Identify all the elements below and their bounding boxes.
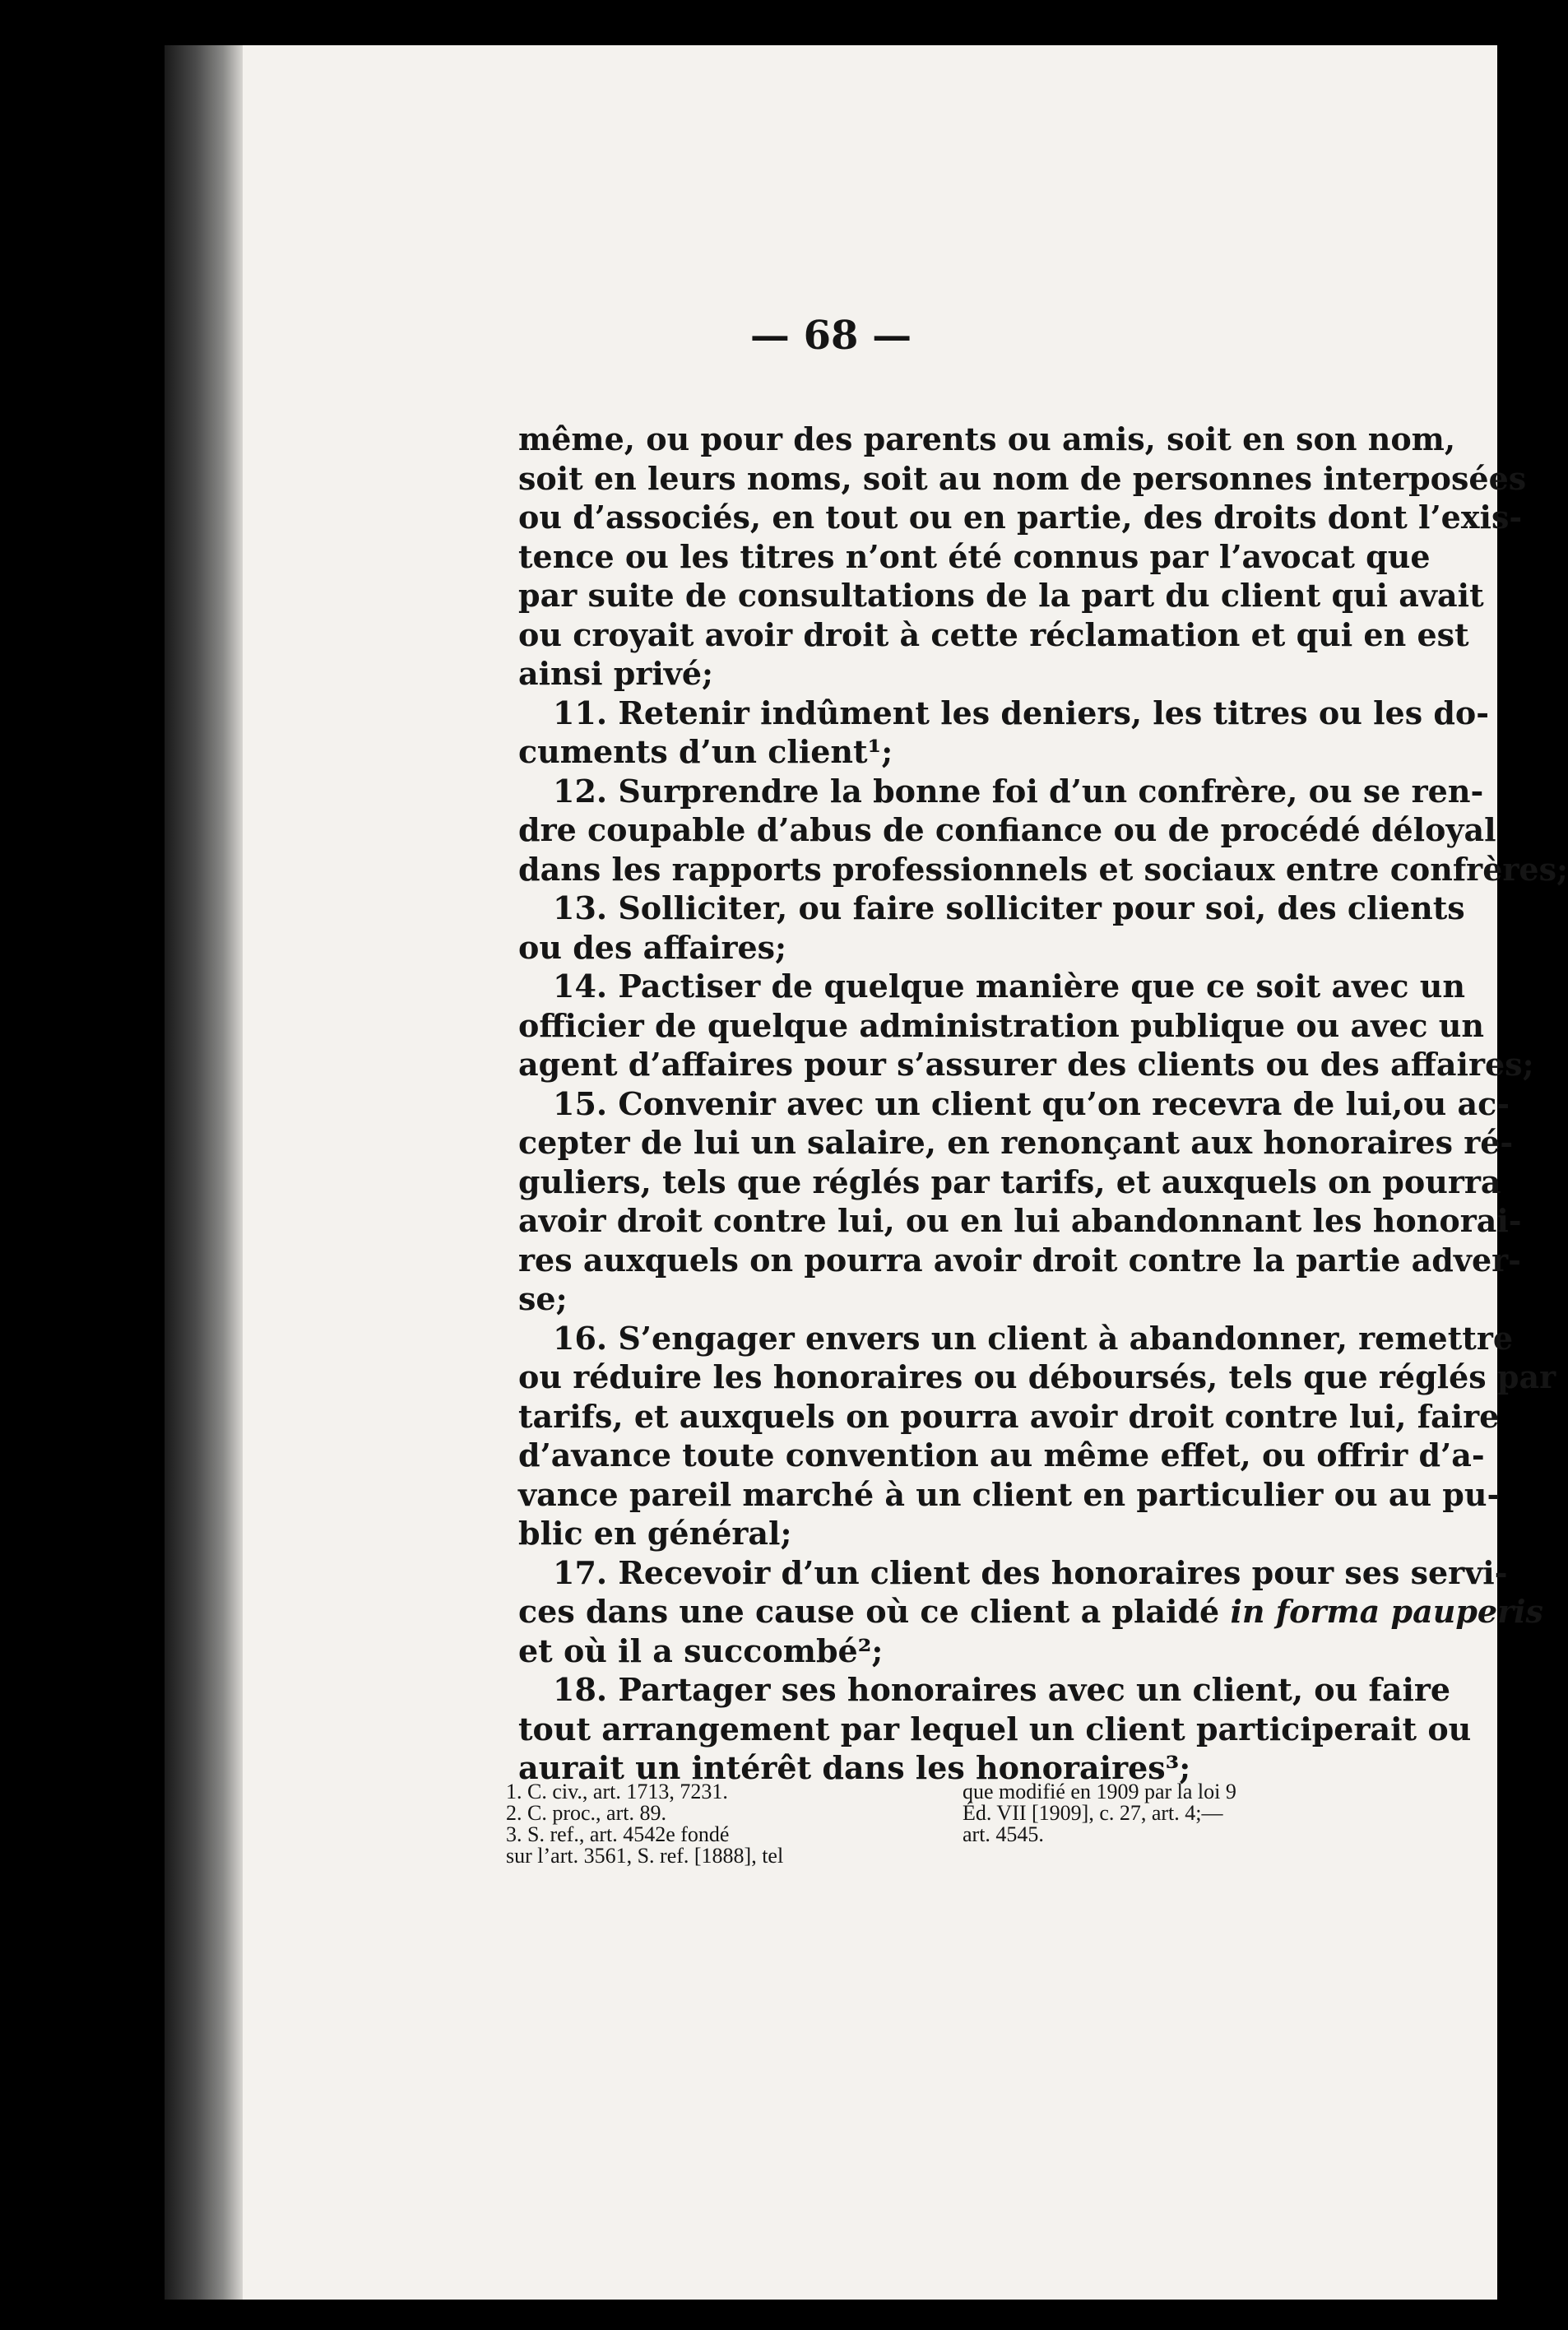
text-line: guliers, tels que réglés par tarifs, et auxquels on pourra <box>518 1163 1501 1200</box>
text-line: ou d’associés, en tout ou en partie, des droits dont l’exis- <box>518 499 1523 536</box>
page-number: — 68 — <box>749 313 912 359</box>
text-line: 13. Solliciter, ou faire solliciter pour soi, des clients <box>553 889 1465 926</box>
text-line: d’avance toute convention au même effet, ou offrir d’a- <box>518 1437 1485 1474</box>
footnote-line: 1. C. civ., art. 1713, 7231. <box>506 1780 728 1803</box>
footnote-line: que modifié en 1909 par la loi 9 <box>963 1780 1236 1803</box>
text-line: tence ou les titres n’ont été connus par l’avocat que <box>518 537 1431 575</box>
text-line: avoir droit contre lui, ou en lui abandonnant les honorai- <box>518 1202 1522 1239</box>
footnote-line: Éd. VII [1909], c. 27, art. 4;— <box>963 1801 1223 1825</box>
footnotes-left-column <box>506 1781 950 1867</box>
text-line: res auxquels on pourra avoir droit contre la partie adver- <box>518 1241 1521 1279</box>
book-spine-shadow <box>165 45 243 2300</box>
text-line: tarifs, et auxquels on pourra avoir droit contre lui, faire <box>518 1397 1500 1435</box>
text-line: blic en général; <box>518 1515 792 1552</box>
text-line: cepter de lui un salaire, en renonçant aux honoraires ré- <box>518 1124 1514 1161</box>
text-line: ou réduire les honoraires ou déboursés, tels que réglés par <box>518 1358 1556 1395</box>
text-line: agent d’affaires pour s’assurer des clients ou des affaires; <box>518 1046 1534 1083</box>
text-line: ou des affaires; <box>518 928 787 966</box>
body-text <box>518 420 1568 1788</box>
text-line: 18. Partager ses honoraires avec un client, ou faire <box>553 1671 1451 1708</box>
text-line: 12. Surprendre la bonne foi d’un confrère, ou se ren- <box>553 772 1484 810</box>
text-line: dre coupable d’abus de confiance ou de procédé déloyal <box>518 811 1496 848</box>
text-line: 11. Retenir indûment les deniers, les titres ou les do- <box>553 694 1490 731</box>
text-line: soit en leurs noms, soit au nom de personnes interposées <box>518 459 1527 497</box>
footnote-line: sur l’art. 3561, S. ref. [1888], tel <box>506 1844 784 1868</box>
text-line: même, ou pour des parents ou amis, soit en son nom, <box>518 420 1456 457</box>
text-line: par suite de consultations de la part du client qui avait <box>518 577 1484 614</box>
text-line: 15. Convenir avec un client qu’on recevra de lui,ou ac- <box>553 1084 1510 1122</box>
text-line: et où il a succombé²; <box>518 1631 884 1669</box>
text-line: ces dans une cause où ce client a plaidé in forma pauperis <box>518 1593 1543 1630</box>
text-line: ainsi privé; <box>518 655 714 692</box>
text-line: officier de quelque administration publique ou avec un <box>518 1006 1484 1044</box>
text-line: 17. Recevoir d’un client des honoraires pour ses servi- <box>553 1553 1508 1591</box>
text-line: dans les rapports professionnels et sociaux entre confrères; <box>518 850 1568 888</box>
text-line: 16. S’engager envers un client à abandonner, remettre <box>553 1319 1514 1357</box>
text-line: se; <box>518 1280 568 1317</box>
text-line: ou croyait avoir droit à cette réclamation et qui en est <box>518 615 1469 653</box>
book-page <box>165 45 1568 2300</box>
footnote-line: 2. C. proc., art. 89. <box>506 1801 666 1825</box>
text-line: tout arrangement par lequel un client participerait ou <box>518 1710 1472 1748</box>
footnote-line: 3. S. ref., art. 4542e fondé <box>506 1822 730 1846</box>
text-line: 14. Pactiser de quelque manière que ce soit avec un <box>553 968 1465 1005</box>
text-line: cuments d’un client¹; <box>518 733 893 770</box>
footnotes-right-column <box>963 1781 1403 1845</box>
text-line: vance pareil marché à un client en particulier ou au pu- <box>518 1475 1501 1513</box>
text-line: aurait un intérêt dans les honoraires³; <box>518 1749 1191 1786</box>
footnote-line: art. 4545. <box>963 1822 1044 1846</box>
